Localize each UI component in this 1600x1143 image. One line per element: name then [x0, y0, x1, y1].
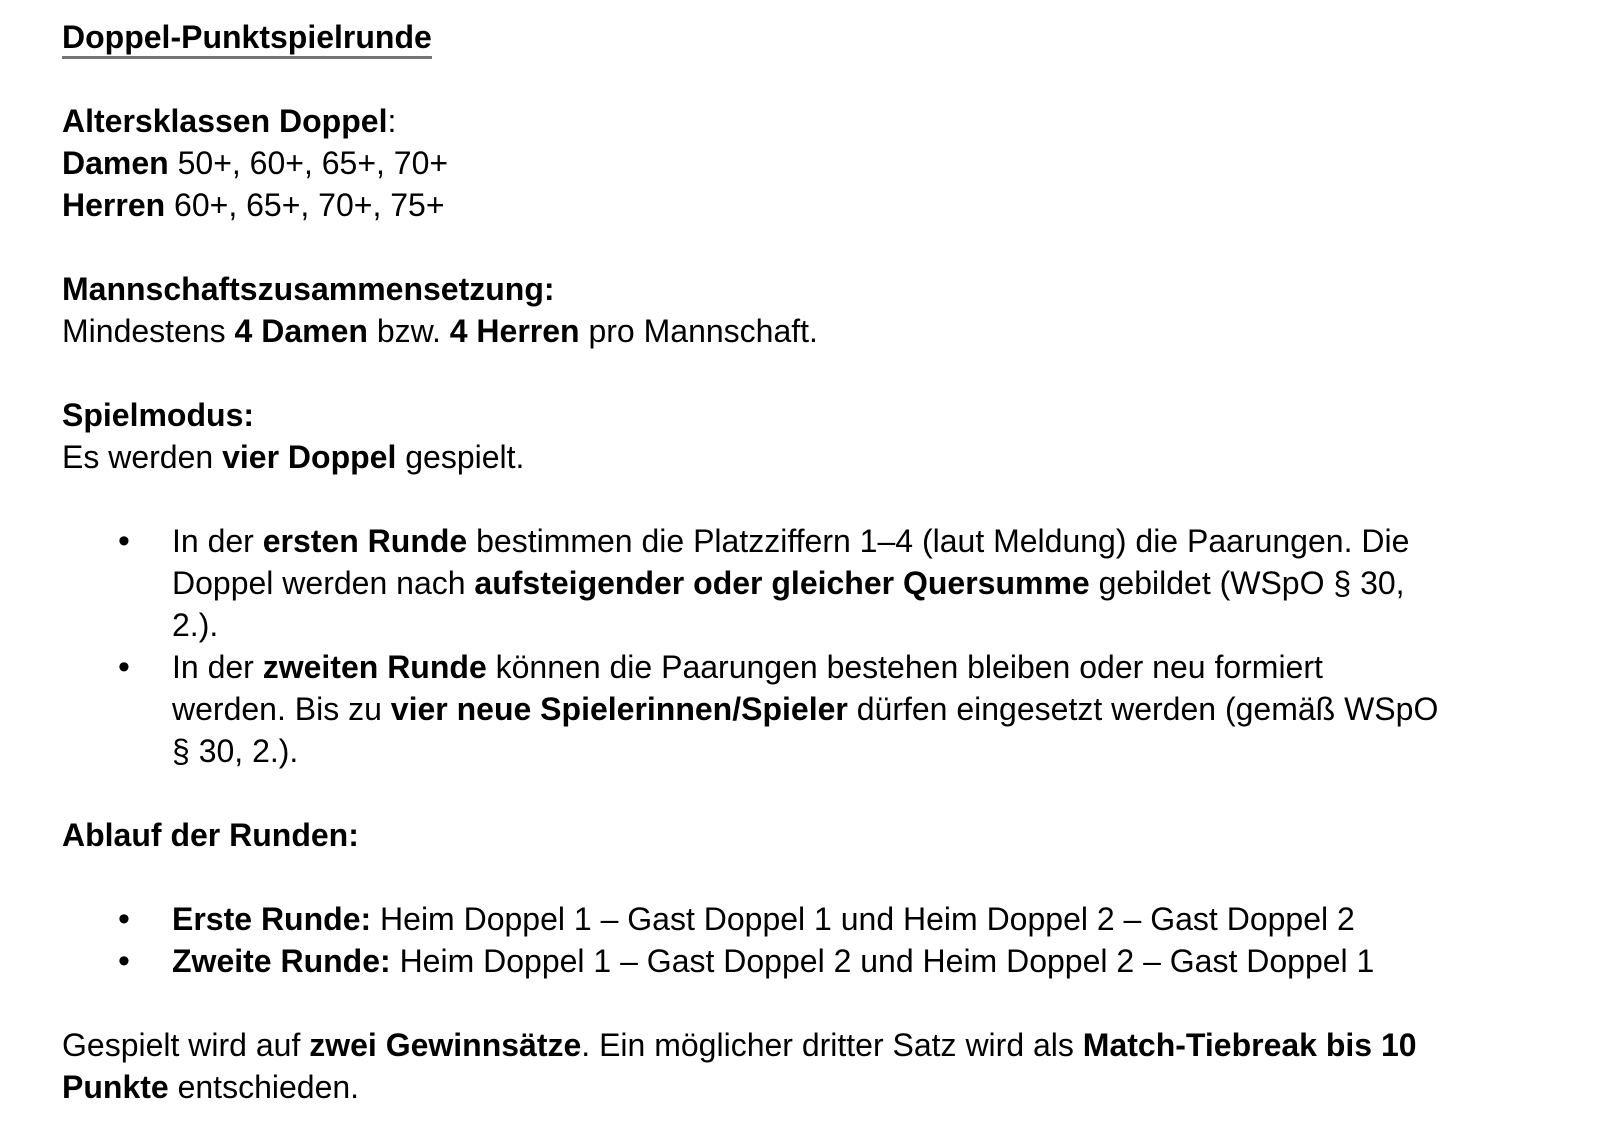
text-run: Doppel werden nach	[172, 565, 475, 601]
bullet-list	[62, 520, 1540, 772]
text-run: In der	[172, 649, 263, 685]
text-line	[62, 16, 1540, 58]
bullet-item	[62, 898, 1540, 940]
text-run: 2.).	[172, 607, 219, 643]
text-run-bold: Punkte	[62, 1069, 169, 1105]
paragraph	[62, 268, 1540, 352]
text-run: bzw.	[367, 313, 450, 349]
bullet-icon: •	[118, 522, 130, 560]
text-line	[172, 940, 1540, 982]
text-run: gebildet (WSpO § 30,	[1089, 565, 1405, 601]
text-run: Heim Doppel 1 – Gast Doppel 1 und Heim Doppel 2 – Gast Doppel 2	[371, 901, 1355, 937]
text-run: :	[387, 103, 397, 139]
text-run: können die Paarungen bestehen bleiben oder neu formiert	[486, 649, 1323, 685]
text-run-bold: 4 Herren	[449, 313, 580, 349]
text-line	[62, 814, 1540, 856]
bullet-text	[172, 646, 1540, 772]
text-run: . Ein möglicher dritter Satz wird als	[581, 1027, 1083, 1063]
document-title	[62, 16, 1540, 58]
bullet-text	[172, 898, 1540, 940]
bullet-icon: •	[118, 648, 130, 686]
text-line	[172, 604, 1540, 646]
text-run: Heim Doppel 1 – Gast Doppel 2 und Heim Doppel 2 – Gast Doppel 1	[390, 943, 1375, 979]
bullet-item	[62, 520, 1540, 646]
text-line	[172, 646, 1540, 688]
paragraph	[62, 394, 1540, 478]
text-run: 50+, 60+, 65+, 70+	[168, 145, 449, 181]
text-run-bold: Zweite Runde:	[172, 943, 391, 979]
text-run-bold: zwei Gewinnsätze	[309, 1027, 582, 1063]
bullet-icon: •	[118, 900, 130, 938]
text-run: Gespielt wird auf	[62, 1027, 310, 1063]
text-line	[172, 562, 1540, 604]
text-line	[62, 310, 1540, 352]
text-run-bold: Mannschaftszusammensetzung:	[62, 271, 555, 307]
text-run-bold: 4 Damen	[234, 313, 368, 349]
text-line	[172, 898, 1540, 940]
bullet-text	[172, 940, 1540, 982]
text-run: Es werden	[62, 439, 223, 475]
text-run: In der	[172, 523, 263, 559]
text-run-bold: Doppel-Punktspielrunde	[62, 19, 432, 59]
text-run-bold: Spielmodus:	[62, 397, 255, 433]
text-line	[62, 1066, 1540, 1108]
text-line	[172, 730, 1540, 772]
bullet-text	[172, 520, 1540, 646]
text-run-bold: Ablauf der Runden:	[62, 817, 359, 853]
text-line	[62, 436, 1540, 478]
paragraph	[62, 100, 1540, 226]
paragraph	[62, 1024, 1540, 1108]
text-run: dürfen eingesetzt werden (gemäß WSpO	[847, 691, 1439, 727]
text-run: § 30, 2.).	[172, 733, 299, 769]
text-line	[62, 394, 1540, 436]
text-run-bold: Match-Tiebreak bis 10	[1082, 1027, 1417, 1063]
text-run-bold: Herren	[62, 187, 166, 223]
text-line	[62, 1024, 1540, 1066]
text-run: 60+, 65+, 70+, 75+	[165, 187, 445, 223]
text-line	[62, 100, 1540, 142]
text-run-bold: Altersklassen Doppel	[62, 103, 388, 139]
text-run-bold: Erste Runde:	[172, 901, 372, 937]
bullet-item	[62, 940, 1540, 982]
text-run-bold: vier neue Spielerinnen/Spieler	[390, 691, 848, 727]
text-line	[172, 520, 1540, 562]
text-run-bold: ersten Runde	[262, 523, 468, 559]
text-run: werden. Bis zu	[172, 691, 391, 727]
text-line	[62, 268, 1540, 310]
text-run: bestimmen die Platzziffern 1–4 (laut Meldung) die Paarungen. Die	[467, 523, 1410, 559]
text-run-bold: aufsteigender oder gleicher Quersumme	[474, 565, 1090, 601]
text-run-bold: Damen	[62, 145, 169, 181]
text-run-bold: vier Doppel	[222, 439, 397, 475]
text-line	[172, 688, 1540, 730]
paragraph	[62, 814, 1540, 856]
text-line	[62, 142, 1540, 184]
bullet-list	[62, 898, 1540, 982]
text-run: entschieden.	[168, 1069, 360, 1105]
text-line	[62, 184, 1540, 226]
bullet-item	[62, 646, 1540, 772]
bullet-icon: •	[118, 942, 130, 980]
text-run: pro Mannschaft.	[579, 313, 818, 349]
text-run-bold: zweiten Runde	[262, 649, 487, 685]
text-run: Mindestens	[62, 313, 235, 349]
text-run: gespielt.	[396, 439, 525, 475]
